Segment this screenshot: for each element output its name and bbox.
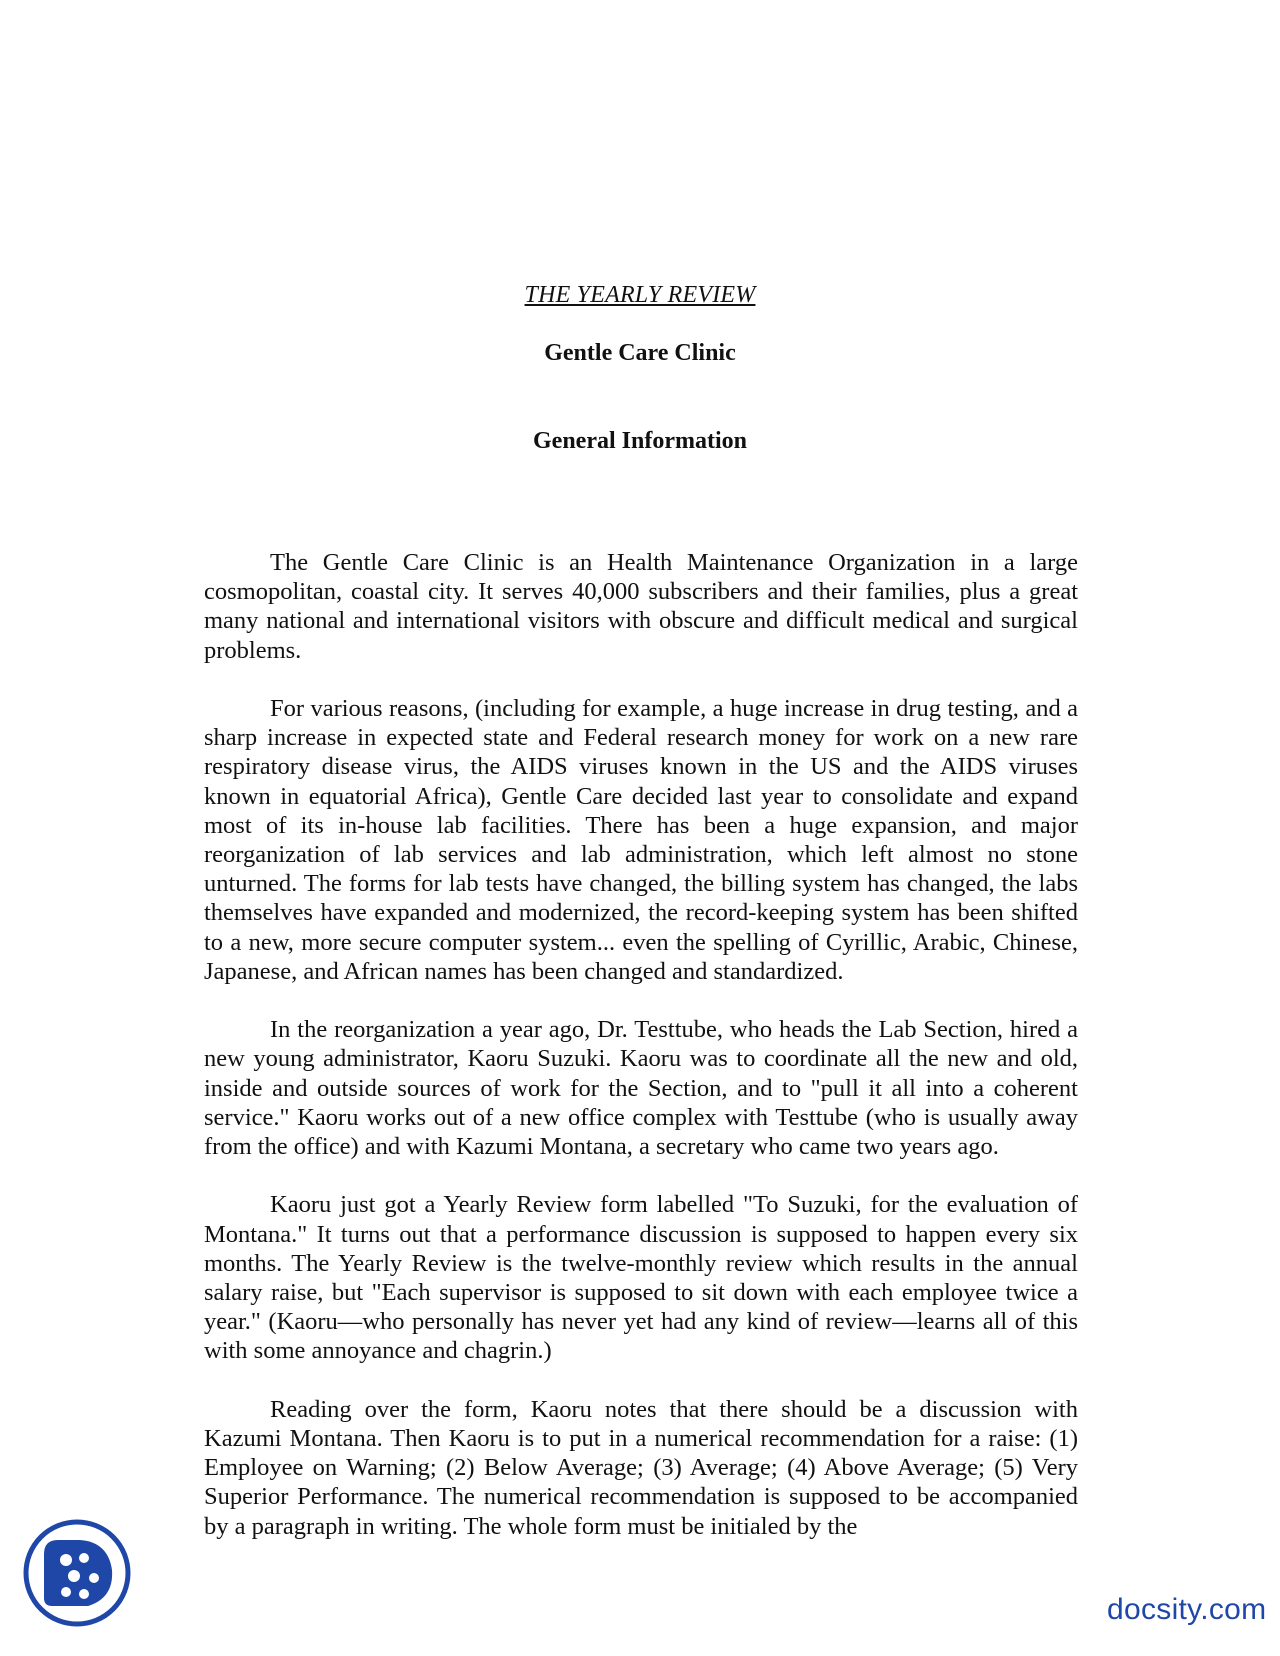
paragraph: The Gentle Care Clinic is an Health Maintenance Organization in a large cosmopolitan, coastal city. It serves 40,000 subscribers and their families, plus a great many national and international visitors with obscure and difficult medical and surgical problems. <box>204 549 1078 664</box>
paragraph: For various reasons, (including for example, a huge increase in drug testing, and a sharp increase in expected state and Federal research money for work on a new rare respiratory disease virus, the AIDS viruses known in the US and the AIDS viruses known in equatorial Africa), Gentle Care decided last year to consolidate and expand most of its in-house lab facilities. There has been a huge expansion, and major reorganization of lab services and lab administration, which left almost no stone unturned. The forms for lab tests have changed, the billing system has changed, the labs themselves have expanded and modernized, the record-keeping system has been shifted to a new, more secure computer system... even the spelling of Cyrillic, Arabic, Chinese, Japanese, and African names has been changed and standardized. <box>204 695 1078 985</box>
document-body <box>204 548 1078 1570</box>
paragraph: In the reorganization a year ago, Dr. Testtube, who heads the Lab Section, hired a new young administrator, Kaoru Suzuki. Kaoru was to coordinate all the new and old, inside and outside sources of work for the Section, and to "pull it all into a coherent service." Kaoru works out of a new office complex with Testtube (who is usually away from the office) and with Kazumi Montana, a secretary who came two years ago. <box>204 1016 1078 1161</box>
paragraph: Kaoru just got a Yearly Review form labelled "To Suzuki, for the evaluation of Montana." It turns out that a performance discussion is supposed to happen every six months. The Yearly Review is the twelve-monthly review which results in the annual salary raise, but "Each supervisor is supposed to sit down with each employee twice a year." (Kaoru—who personally has never yet had any kind of review—learns all of this with some annoyance and chagrin.) <box>204 1191 1078 1365</box>
section-heading: General Information <box>533 428 747 454</box>
docsity-logo-graphic <box>22 1518 132 1628</box>
docsity-brand-link[interactable]: docsity.com <box>1107 1593 1267 1626</box>
docsity-logo-icon[interactable] <box>22 1518 132 1628</box>
document-subtitle: Gentle Care Clinic <box>544 340 736 366</box>
paragraph: Reading over the form, Kaoru notes that there should be a discussion with Kazumi Montana. Then Kaoru is to put in a numerical recommendation for a raise: (1) Employee on Warning; (2) Below Average; (3) Average; (4) Above Average; (5) Very Superior Performance. The numerical recommendation is supposed to be accompanied by a paragraph in writing. The whole form must be initialed by the <box>204 1395 1078 1540</box>
document-title: THE YEARLY REVIEW <box>524 282 756 308</box>
